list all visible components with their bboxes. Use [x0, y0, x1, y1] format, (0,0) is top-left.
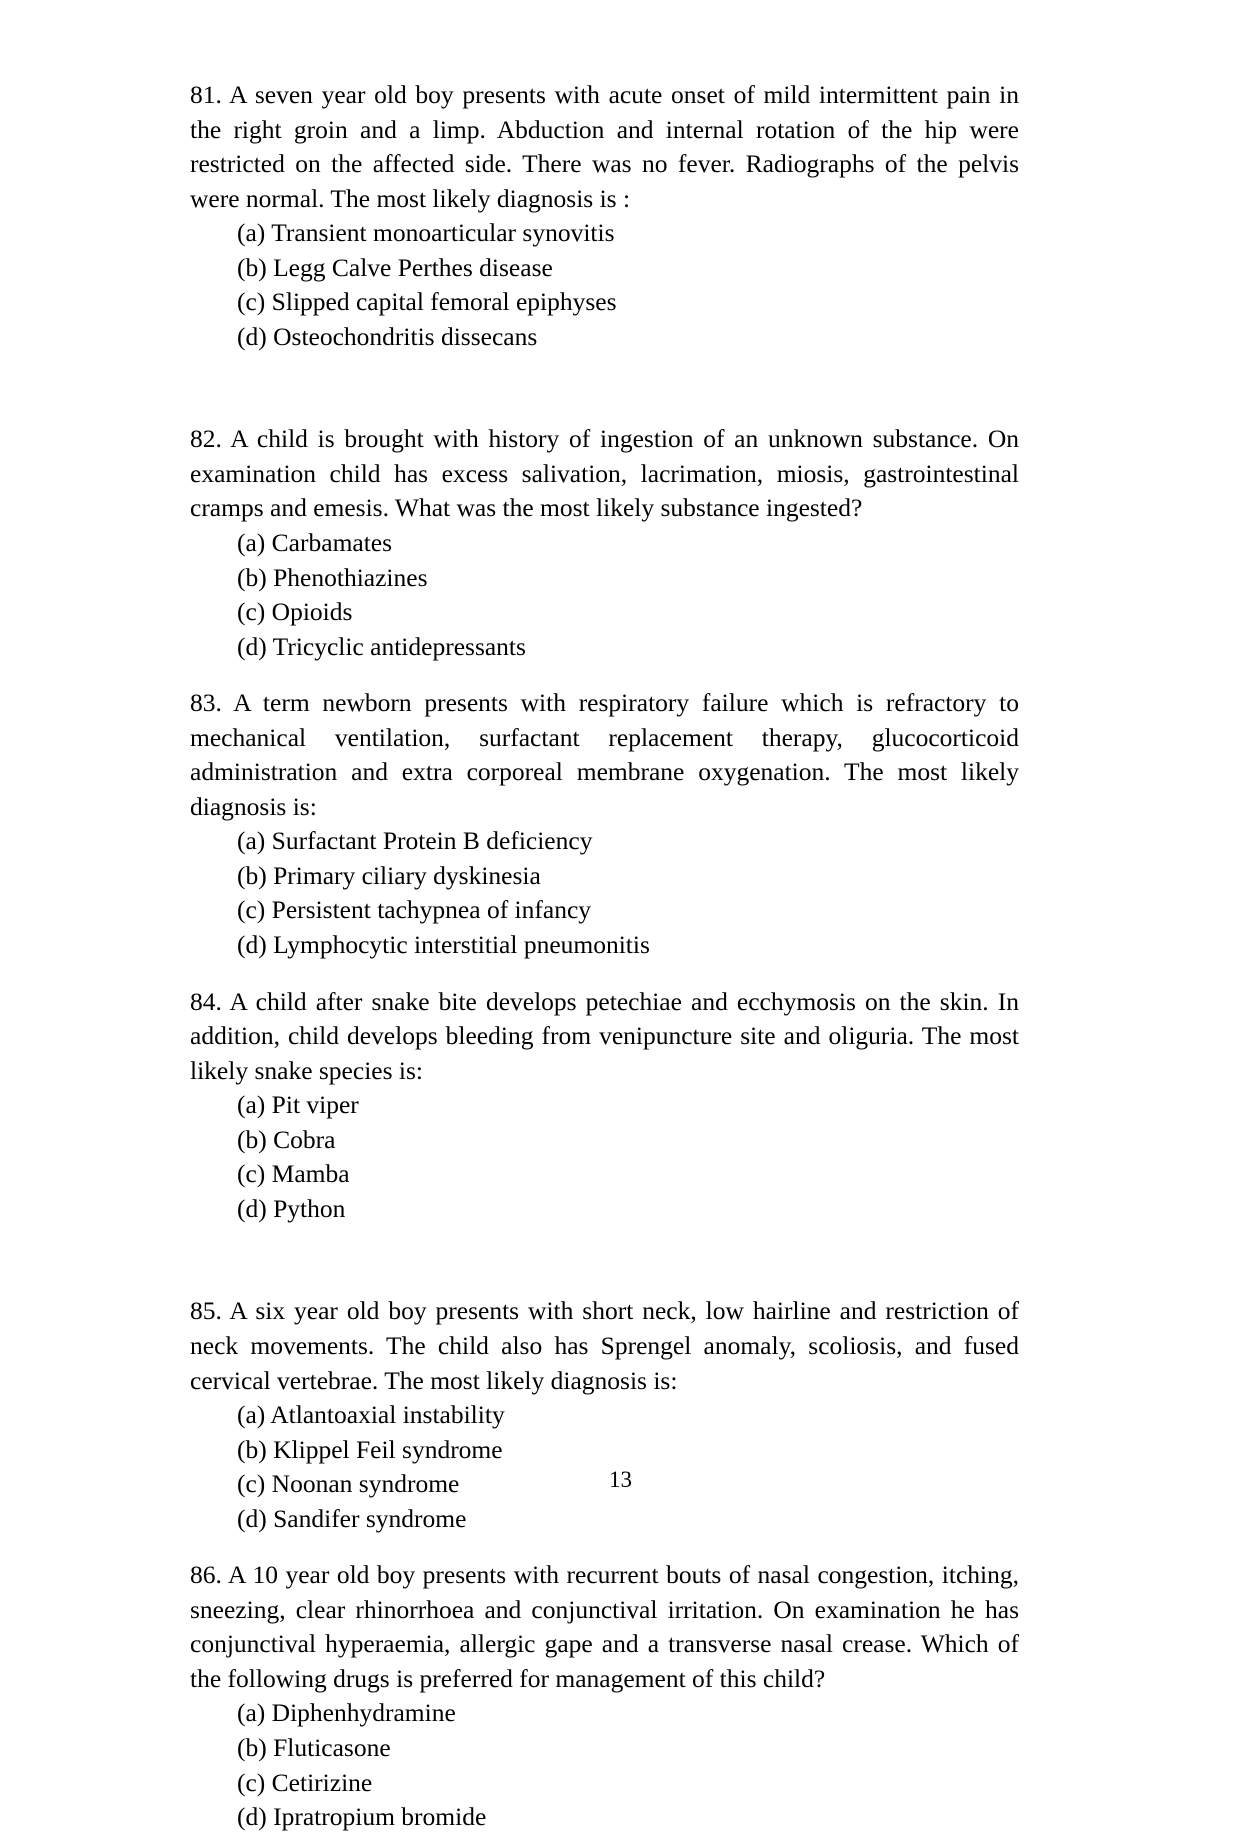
question-options-82 [190, 526, 1019, 664]
option-81-b[interactable]: (b) Legg Calve Perthes disease [237, 252, 553, 282]
option-82-d[interactable]: (d) Tricyclic antidepressants [237, 631, 526, 661]
option-85-c[interactable]: (c) Noonan syndrome [237, 1469, 460, 1499]
question-stem-86: 86. A 10 year old boy presents with recurrent bouts of nasal congestion, itching, sneezing, clear rhinorrhoea and conjunctival irritation. On examination he has conjunctival hyperaemia, allergic gape and a transverse nasal crease. Which of the following drugs is preferred for management of this child? [190, 1560, 1019, 1693]
question-stem-81: 81. A seven year old boy presents with acute onset of mild intermittent pain in the right groin and a limp. Abduction and internal rotation of the hip were restricted on the affected side. There was no fever. Radiographs of the pelvis were normal. The most likely diagnosis is : [190, 80, 1019, 213]
option-83-d[interactable]: (d) Lymphocytic interstitial pneumonitis [237, 930, 650, 960]
option-82-a[interactable]: (a) Carbamates [237, 528, 393, 558]
option-86-a[interactable]: (a) Diphenhydramine [237, 1698, 456, 1728]
option-85-a[interactable]: (a) Atlantoaxial instability [237, 1400, 505, 1430]
option-84-b[interactable]: (b) Cobra [237, 1124, 336, 1154]
question-block-84 [190, 985, 1019, 1227]
spacer-81-82 [190, 354, 1019, 422]
spacer-82-83 [190, 664, 1019, 686]
option-81-d[interactable]: (d) Osteochondritis dissecans [237, 321, 538, 351]
option-84-c[interactable]: (c) Mamba [237, 1159, 350, 1189]
page-content [190, 78, 1019, 1835]
question-block-85 [190, 1294, 1019, 1536]
spacer-83-84 [190, 963, 1019, 985]
option-86-d[interactable]: (d) Ipratropium bromide [237, 1802, 487, 1832]
option-84-d[interactable]: (d) Python [237, 1193, 346, 1223]
spacer-84-85 [190, 1226, 1019, 1294]
question-block-81 [190, 78, 1019, 354]
question-block-82 [190, 422, 1019, 664]
option-81-c[interactable]: (c) Slipped capital femoral epiphyses [237, 287, 617, 317]
question-options-81 [190, 216, 1019, 354]
option-81-a[interactable]: (a) Transient monoarticular synovitis [237, 218, 615, 248]
option-86-c[interactable]: (c) Cetirizine [237, 1767, 373, 1797]
question-options-84 [190, 1088, 1019, 1226]
option-85-d[interactable]: (d) Sandifer syndrome [237, 1503, 467, 1533]
spacer-85-86 [190, 1536, 1019, 1558]
option-82-b[interactable]: (b) Phenothiazines [237, 562, 428, 592]
question-options-86 [190, 1696, 1019, 1834]
page-number: 13 [609, 1467, 632, 1492]
option-85-b[interactable]: (b) Klippel Feil syndrome [237, 1434, 503, 1464]
question-stem-83: 83. A term newborn presents with respiratory failure which is refractory to mechanical ventilation, surfactant replacement therapy, glucocorticoid administration and extra corporeal membrane oxygenation. The most likely diagnosis is: [190, 688, 1019, 821]
question-block-83 [190, 686, 1019, 962]
option-82-c[interactable]: (c) Opioids [237, 597, 353, 627]
option-83-b[interactable]: (b) Primary ciliary dyskinesia [237, 860, 541, 890]
question-block-86 [190, 1558, 1019, 1834]
option-83-c[interactable]: (c) Persistent tachypnea of infancy [237, 895, 592, 925]
question-stem-82: 82. A child is brought with history of ingestion of an unknown substance. On examination child has excess salivation, lacrimation, miosis, gastrointestinal cramps and emesis. What was the most likely substance ingested? [190, 424, 1019, 523]
question-stem-84: 84. A child after snake bite develops petechiae and ecchymosis on the skin. In addition, child develops bleeding from venipuncture site and oliguria. The most likely snake species is: [190, 986, 1019, 1085]
question-options-83 [190, 824, 1019, 962]
option-83-a[interactable]: (a) Surfactant Protein B deficiency [237, 826, 593, 856]
question-stem-85: 85. A six year old boy presents with short neck, low hairline and restriction of neck movements. The child also has Sprengel anomaly, scoliosis, and fused cervical vertebrae. The most likely diagnosis is: [190, 1296, 1019, 1395]
option-86-b[interactable]: (b) Fluticasone [237, 1732, 391, 1762]
option-84-a[interactable]: (a) Pit viper [237, 1090, 359, 1120]
